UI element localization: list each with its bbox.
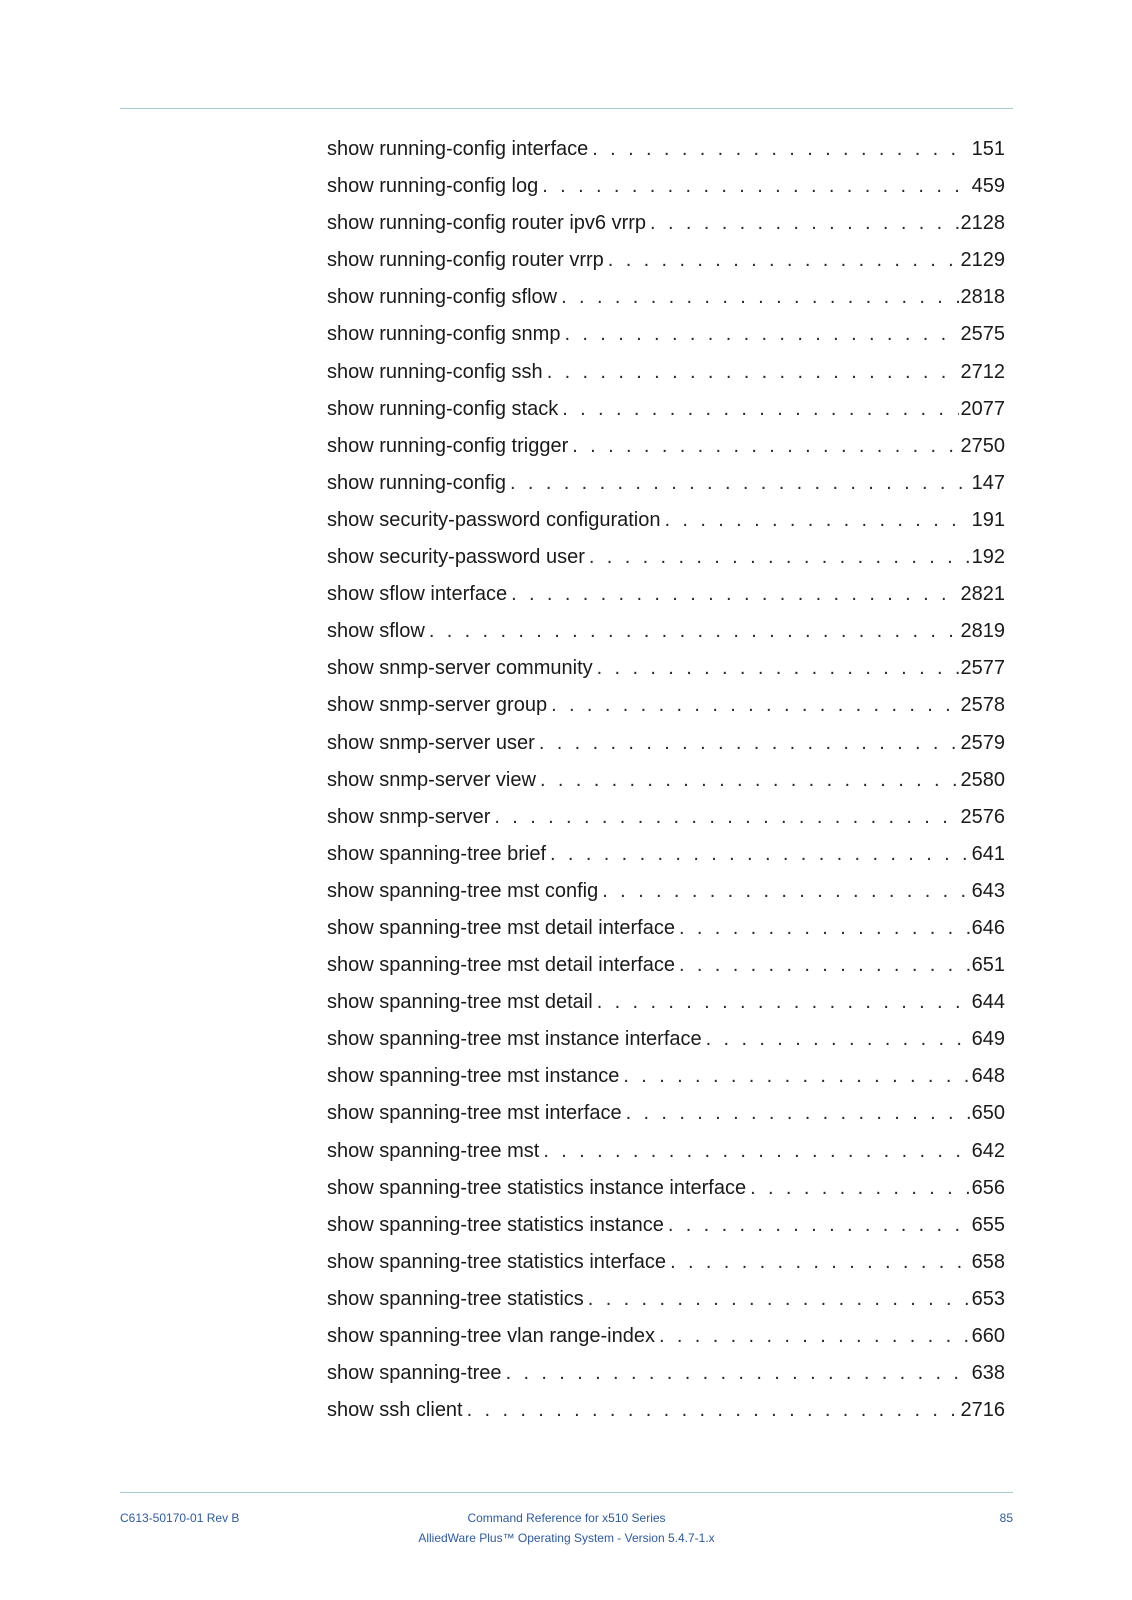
index-entry[interactable] xyxy=(327,1281,1005,1318)
index-entry-page: 649 xyxy=(971,1028,1005,1051)
dot-leader xyxy=(706,1021,970,1058)
index-entry-page: 2750 xyxy=(960,434,1005,457)
index-entry-page: 643 xyxy=(971,879,1005,902)
index-entry-label: show snmp-server community xyxy=(327,657,593,680)
index-entry[interactable] xyxy=(327,613,1005,650)
index-entry[interactable] xyxy=(327,168,1005,205)
dot-leader xyxy=(659,1318,970,1355)
index-entry-label: show snmp-server user xyxy=(327,731,535,754)
index-entry-page: 638 xyxy=(971,1362,1005,1385)
index-entry-label: show snmp-server xyxy=(327,805,491,828)
index-entry-label: show running-config stack xyxy=(327,397,559,420)
index-entry-page: 151 xyxy=(971,138,1005,160)
footer-rule xyxy=(120,1492,1013,1493)
index-entry[interactable] xyxy=(327,947,1005,984)
header-rule xyxy=(120,108,1013,109)
index-entry-page: 2578 xyxy=(960,694,1005,717)
index-entry-label: show running-config interface xyxy=(327,138,589,160)
index-entry-label: show sflow xyxy=(327,620,425,643)
index-entry-page: 2579 xyxy=(960,731,1005,754)
dot-leader xyxy=(551,687,958,724)
index-entry-label: show running-config router vrrp xyxy=(327,249,604,272)
footer-title-line1: Command Reference for x510 Series xyxy=(467,1511,666,1525)
dot-leader xyxy=(429,613,959,650)
index-entry-page: 646 xyxy=(971,916,1005,939)
index-entry-label: show security-password configuration xyxy=(327,508,661,531)
index-entry-label: show spanning-tree statistics instance interface xyxy=(327,1176,747,1199)
dot-leader xyxy=(510,465,970,502)
index-entry-label: show snmp-server group xyxy=(327,694,548,717)
dot-leader xyxy=(608,242,959,279)
index-entry-label: show spanning-tree xyxy=(327,1362,502,1385)
index-entry-page: 192 xyxy=(971,546,1005,569)
dot-leader xyxy=(550,836,970,873)
index-entry-label: show spanning-tree statistics interface xyxy=(327,1250,667,1273)
index-entry[interactable] xyxy=(327,316,1005,353)
index-entry-page: 641 xyxy=(971,842,1005,865)
index-entry[interactable] xyxy=(327,354,1005,391)
dot-leader xyxy=(494,799,958,836)
index-entry[interactable] xyxy=(327,910,1005,947)
index-entry-label: show spanning-tree statistics instance xyxy=(327,1213,664,1236)
index-entry[interactable] xyxy=(327,1244,1005,1281)
dot-leader xyxy=(467,1392,959,1429)
index-entry-label: show spanning-tree mst instance interface xyxy=(327,1028,702,1051)
dot-leader xyxy=(539,725,959,762)
dot-leader xyxy=(540,762,959,799)
index-entry[interactable] xyxy=(327,279,1005,316)
index-entry[interactable] xyxy=(327,1207,1005,1244)
index-entry-page: 642 xyxy=(971,1139,1005,1162)
index-entry-label: show spanning-tree mst config xyxy=(327,879,599,902)
index-entry[interactable] xyxy=(327,1133,1005,1170)
index-entry-page: 2818 xyxy=(960,286,1005,309)
dot-leader xyxy=(542,168,969,205)
index-entry[interactable] xyxy=(327,242,1005,279)
index-entry[interactable] xyxy=(327,984,1005,1021)
footer-doc-id: C613-50170-01 Rev B xyxy=(120,1511,240,1525)
index-entry-page: 2580 xyxy=(960,768,1005,791)
index-entry[interactable] xyxy=(327,539,1005,576)
index-entry-page: 660 xyxy=(971,1325,1005,1347)
index-entry-page: 147 xyxy=(971,471,1005,494)
index-entry[interactable] xyxy=(327,205,1005,242)
index-entry-page: 191 xyxy=(971,508,1005,531)
index-entry[interactable] xyxy=(327,725,1005,762)
index-entry[interactable] xyxy=(327,762,1005,799)
index-entry-label: show running-config snmp xyxy=(327,323,561,346)
index-entry-label: show spanning-tree statistics xyxy=(327,1287,584,1310)
dot-leader xyxy=(572,428,958,465)
dot-leader xyxy=(602,873,969,910)
dot-leader xyxy=(623,1058,969,1095)
dot-leader xyxy=(589,539,970,576)
dot-leader xyxy=(506,1355,970,1392)
index-entry[interactable] xyxy=(327,1058,1005,1095)
index-entry[interactable] xyxy=(327,1355,1005,1392)
index-entry[interactable] xyxy=(327,131,1005,168)
index-entry-label: show spanning-tree mst instance xyxy=(327,1065,620,1088)
index-entry-page: 459 xyxy=(971,175,1005,198)
index-entry[interactable] xyxy=(327,1170,1005,1207)
dot-leader xyxy=(679,910,970,947)
index-entry-label: show running-config trigger xyxy=(327,434,569,457)
index-entry-page: 648 xyxy=(971,1065,1005,1088)
index-entry-page: 653 xyxy=(971,1287,1005,1310)
dot-leader xyxy=(564,316,958,353)
footer-title xyxy=(120,1508,1013,1548)
dot-leader xyxy=(597,650,959,687)
index-entry[interactable] xyxy=(327,799,1005,836)
index-entry-page: 2077 xyxy=(960,397,1005,420)
index-entry[interactable] xyxy=(327,391,1005,428)
footer-page-number: 85 xyxy=(999,1511,1013,1525)
dot-leader xyxy=(561,279,958,316)
index-entry-page: 2129 xyxy=(960,249,1005,272)
dot-leader xyxy=(562,391,958,428)
index-entry-label: show spanning-tree vlan range-index xyxy=(327,1325,655,1347)
index-entry[interactable] xyxy=(327,428,1005,465)
footer-title-line2: AlliedWare Plus™ Operating System - Version 5.4.7-1.x xyxy=(418,1531,715,1545)
index-entry-label: show sflow interface xyxy=(327,583,508,606)
dot-leader xyxy=(650,205,958,242)
index-entry-page: 2576 xyxy=(960,805,1005,828)
index-entry[interactable] xyxy=(327,1318,1005,1355)
index-entry-page: 656 xyxy=(971,1176,1005,1199)
index-entry-label: show running-config xyxy=(327,471,506,494)
index-entry-label: show ssh client xyxy=(327,1399,463,1422)
index-entry-label: show running-config router ipv6 vrrp xyxy=(327,212,647,235)
dot-leader xyxy=(597,984,970,1021)
index-entry-label: show security-password user xyxy=(327,546,585,569)
dot-leader xyxy=(592,131,969,168)
index-entry[interactable] xyxy=(327,1095,1005,1132)
index-entry-page: 651 xyxy=(971,954,1005,977)
dot-leader xyxy=(626,1095,970,1132)
index-entry-page: 2128 xyxy=(960,212,1005,235)
index-entry-label: show spanning-tree mst xyxy=(327,1139,540,1162)
index-entry-label: show spanning-tree brief xyxy=(327,842,547,865)
index-list xyxy=(327,131,1005,1429)
dot-leader xyxy=(547,354,959,391)
index-entry[interactable] xyxy=(327,502,1005,539)
index-entry[interactable] xyxy=(327,1392,1005,1429)
index-entry-label: show spanning-tree mst detail interface xyxy=(327,916,675,939)
index-entry[interactable] xyxy=(327,1021,1005,1058)
index-entry[interactable] xyxy=(327,465,1005,502)
index-entry-label: show spanning-tree mst interface xyxy=(327,1102,622,1125)
dot-leader xyxy=(670,1244,970,1281)
index-entry-label: show spanning-tree mst detail interface xyxy=(327,954,675,977)
index-entry-page: 2577 xyxy=(960,657,1005,680)
index-entry-page: 650 xyxy=(971,1102,1005,1125)
dot-leader xyxy=(665,502,970,539)
index-entry-label: show running-config log xyxy=(327,175,539,198)
index-entry[interactable] xyxy=(327,873,1005,910)
index-entry-page: 644 xyxy=(971,991,1005,1014)
index-entry-page: 2716 xyxy=(960,1399,1005,1422)
dot-leader xyxy=(511,576,958,613)
dot-leader xyxy=(679,947,970,984)
index-entry-page: 2819 xyxy=(960,620,1005,643)
index-entry-label: show running-config sflow xyxy=(327,286,558,309)
index-entry-label: show snmp-server view xyxy=(327,768,536,791)
dot-leader xyxy=(750,1170,970,1207)
index-entry[interactable] xyxy=(327,836,1005,873)
dot-leader xyxy=(588,1281,970,1318)
dot-leader xyxy=(668,1207,970,1244)
index-entry-label: show spanning-tree mst detail xyxy=(327,991,593,1014)
index-entry-page: 655 xyxy=(971,1213,1005,1236)
index-entry[interactable] xyxy=(327,576,1005,613)
index-entry-page: 2712 xyxy=(960,360,1005,383)
index-entry[interactable] xyxy=(327,687,1005,724)
index-entry-label: show running-config ssh xyxy=(327,360,543,383)
index-entry-page: 2575 xyxy=(960,323,1005,346)
index-entry-page: 658 xyxy=(971,1250,1005,1273)
index-entry-page: 2821 xyxy=(960,583,1005,606)
dot-leader xyxy=(543,1133,969,1170)
index-entry[interactable] xyxy=(327,650,1005,687)
